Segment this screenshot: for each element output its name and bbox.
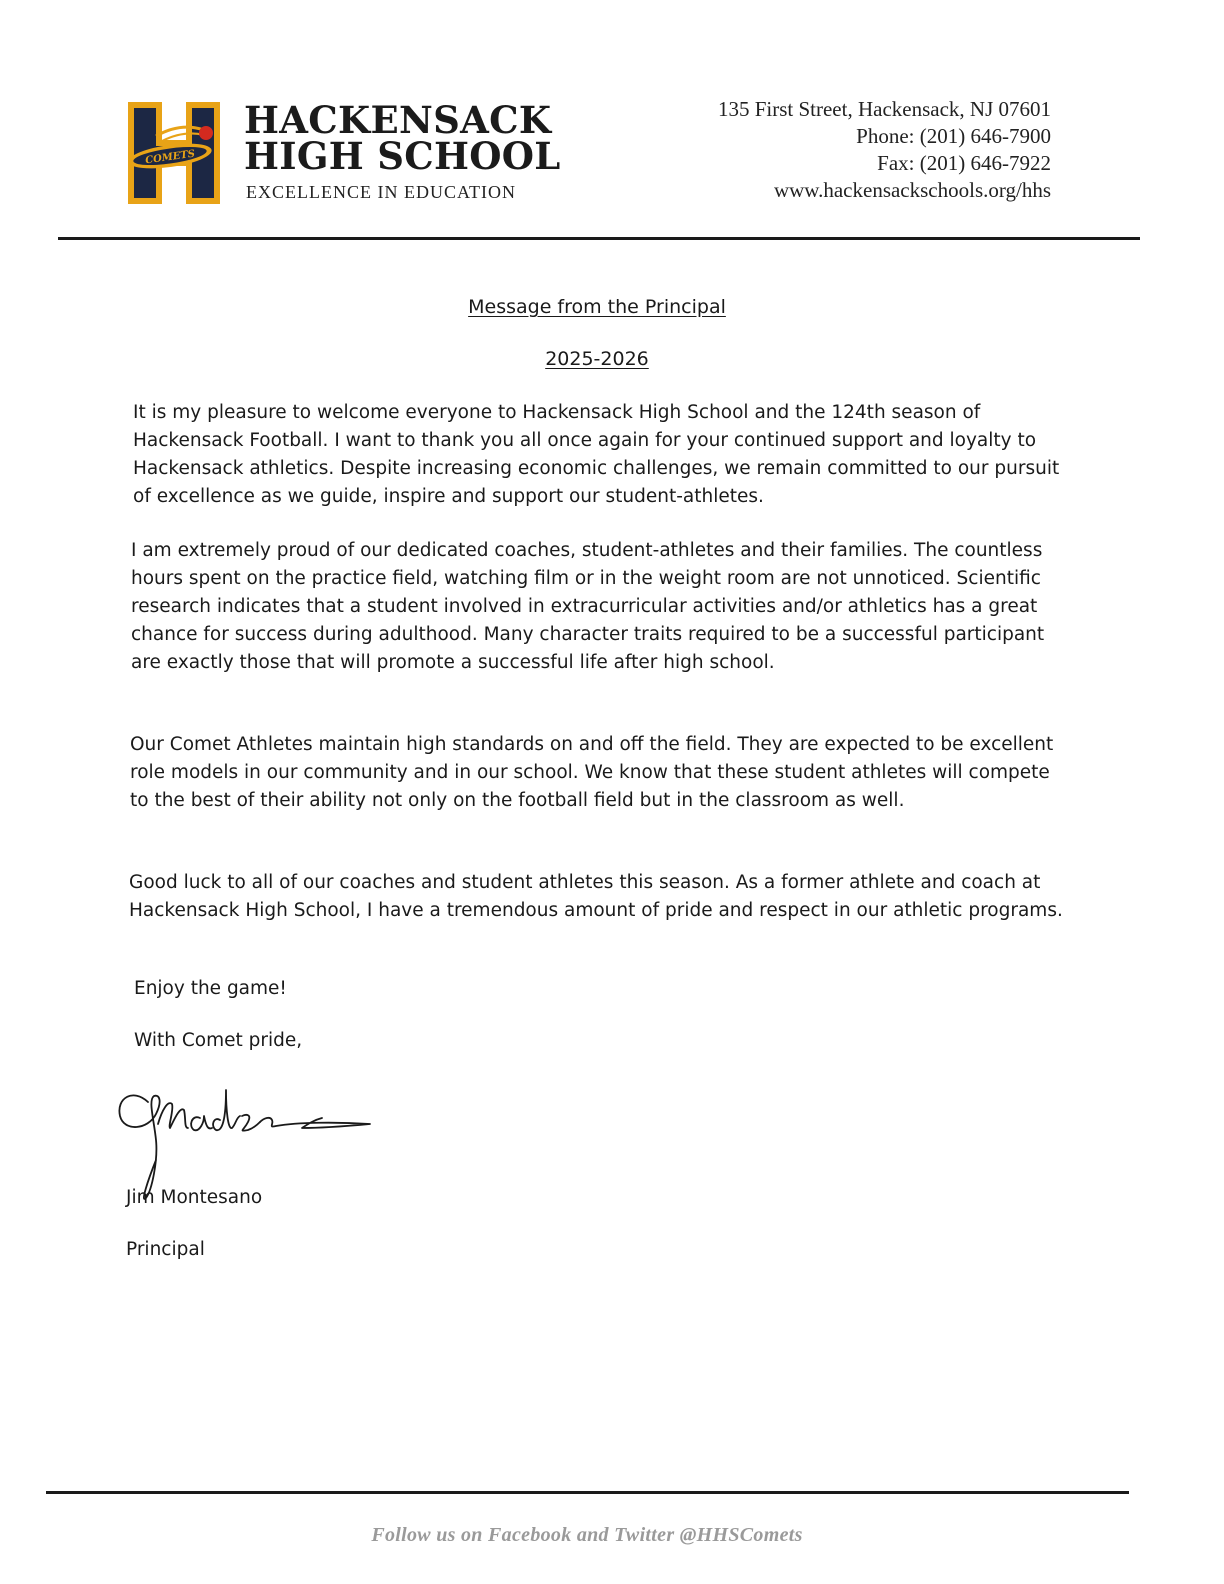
school-tagline: EXCELLENCE IN EDUCATION — [246, 182, 516, 202]
fax: Fax: (201) 646-7922 — [877, 151, 1051, 175]
website-link[interactable]: www.hackensackschools.org/hhs — [773, 178, 1051, 202]
signer-title: Principal — [126, 1239, 205, 1260]
school-logo — [126, 100, 222, 206]
footer-divider — [46, 1491, 1129, 1494]
school-name-line1: HACKENSACK — [244, 98, 552, 142]
signer-name: Jim Montesano — [126, 1187, 263, 1208]
footer-social-text: Follow us on Facebook and Twitter @HHSComets — [371, 1524, 803, 1546]
paragraph-3: Our Comet Athletes maintain high standards on and off the field. They are expected to be excellent role models in our community and in our school. We know that these student athletes will compete to the best of their ability not only on the football field but in the classroom as well. — [130, 734, 1054, 811]
paragraph-2: I am extremely proud of our dedicated coaches, student-athletes and their families. The countless hours spent on the practice field, watching film or in the weight room are not unnoticed. Scientific research indicates that a student involved in extracurricular activities and/or athletics has a great chance for success during adulthood. Many character traits required to be a successful participant are exactly those that will promote a successful life after high school. — [131, 540, 1045, 673]
phone: Phone: (201) 646-7900 — [856, 124, 1051, 148]
paragraph-4: Good luck to all of our coaches and student athletes this season. As a former athlete and coach at Hackensack High School, I have a tremendous amount of pride and respect in our athletic programs. — [129, 872, 1063, 921]
school-name-line2: HIGH SCHOOL — [244, 134, 561, 178]
address: 135 First Street, Hackensack, NJ 07601 — [717, 97, 1051, 121]
letter-title: Message from the Principal — [468, 296, 726, 318]
logo-wordmark: COMETS — [144, 148, 196, 167]
letter-year: 2025-2026 — [545, 348, 649, 370]
closing-line: With Comet pride, — [134, 1030, 303, 1051]
paragraph-1: It is my pleasure to welcome everyone to Hackensack High School and the 124th season of Hackensack Football. I want to thank you all once again for your continued support and loyalty to Hackensack athletics. Despite increasing economic challenges, we remain committed to our pursuit of excellence as we guide, inspire and support our student-athletes. — [133, 402, 1060, 507]
contact-block — [718, 96, 1051, 204]
header-divider — [58, 237, 1140, 240]
enjoy-line: Enjoy the game! — [134, 978, 287, 999]
school-name — [244, 98, 561, 178]
